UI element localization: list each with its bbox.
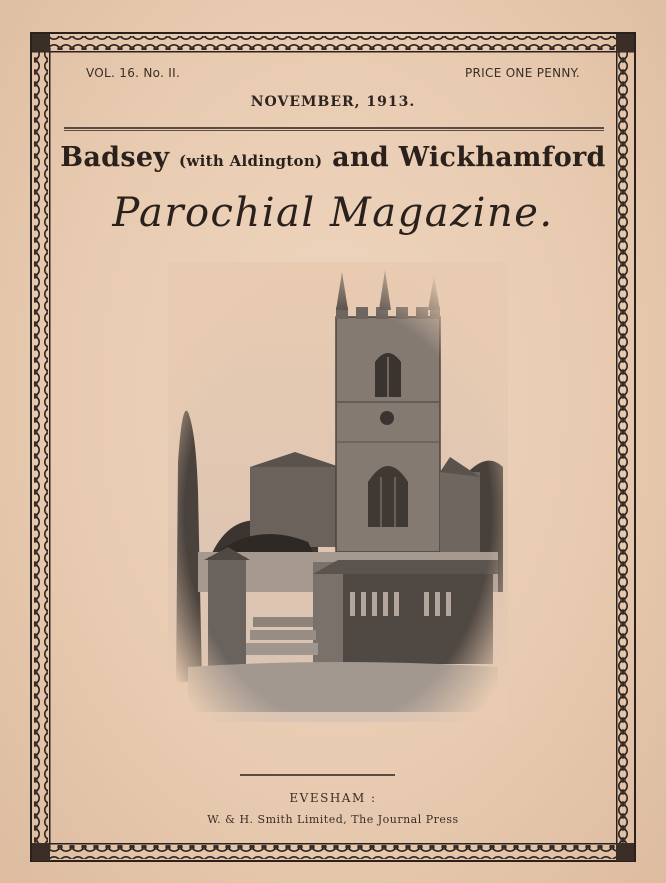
magazine-title-main: Parochial Magazine. (112, 190, 554, 236)
issue-date: NOVEMBER, 1913. (250, 94, 416, 110)
church-photograph (168, 262, 508, 722)
title-badsey: Badsey (60, 142, 170, 173)
header-rule-thin (64, 130, 604, 131)
imprint-place: EVESHAM : (289, 791, 377, 805)
price-label: PRICE ONE PENNY. (465, 66, 580, 80)
imprint-rule (240, 774, 395, 776)
header-rule (64, 127, 604, 129)
magazine-title-parishes (0, 142, 666, 173)
title-wickhamford: and Wickhamford (332, 142, 606, 173)
title-aldington: (with Aldington) (179, 152, 323, 170)
imprint-printer: W. & H. Smith Limited, The Journal Press (207, 813, 459, 826)
volume-number: VOL. 16. No. II. (86, 66, 181, 80)
